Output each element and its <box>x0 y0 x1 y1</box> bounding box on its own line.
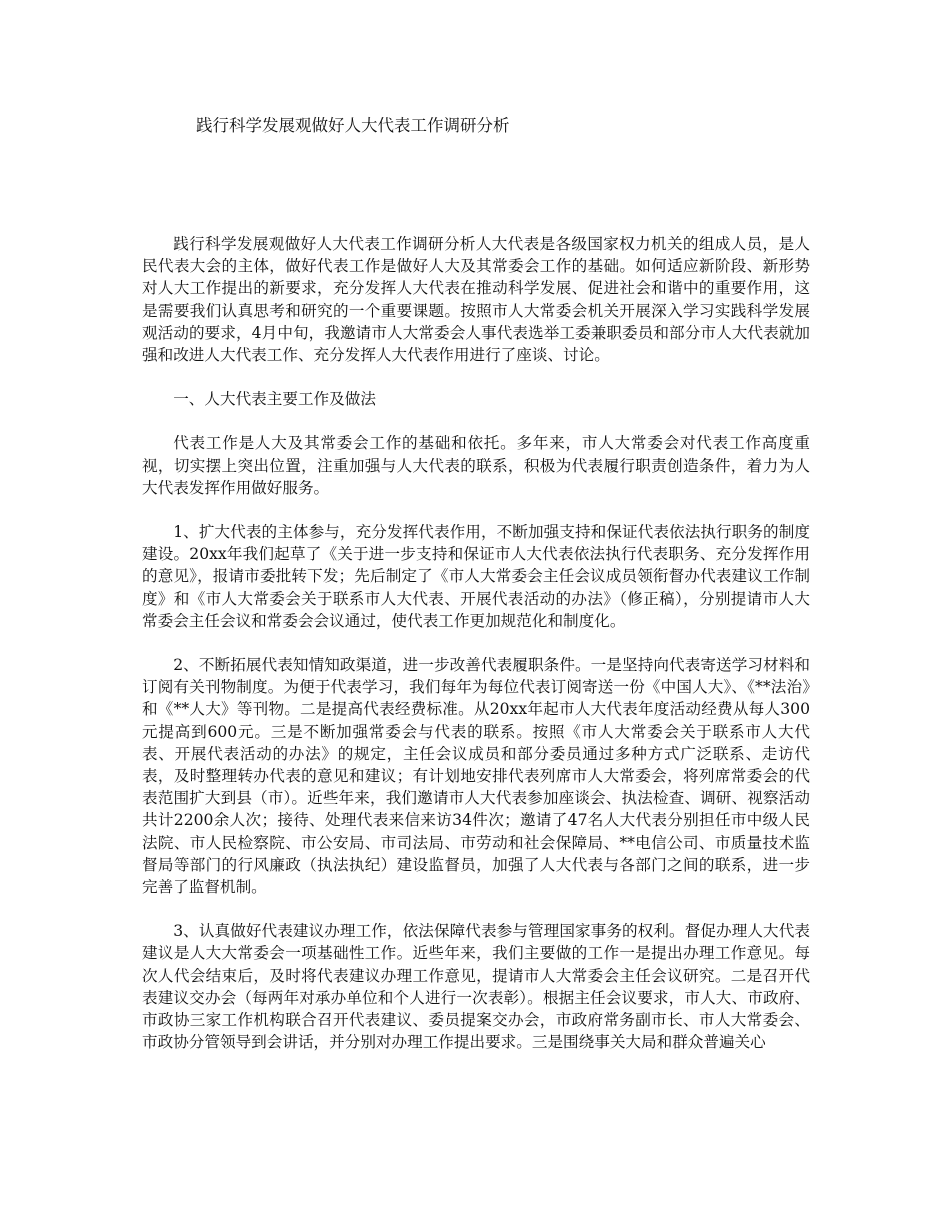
paragraph-item-1: 1、扩大代表的主体参与，充分发挥代表作用，不断加强支持和保证代表依法执行职务的制度建设。20xx年我们起草了《关于进一步支持和保证市人大代表依法执行代表职务、充分发挥作用的意见》，报请市委批转下发；先后制定了《市人大常委会主任会议成员领衔督办代表建议工作制度》和《市人大常委会关于联系市人大代表、开展代表活动的办法》（修正稿），分别提请市人大常委会主任会议和常委会会议通过，使代表工作更加规范化和制度化。 <box>142 523 810 630</box>
paragraph-overview: 代表工作是人大及其常委会工作的基础和依托。多年来，市人大常委会对代表工作高度重视，切实摆上突出位置，注重加强与人大代表的联系，积极为代表履行职责创造条件，着力为人大代表发挥作用做好服务。 <box>142 434 810 497</box>
paragraph-item-2: 2、不断拓展代表知情知政渠道，进一步改善代表履职条件。一是坚持向代表寄送学习材料和订阅有关刊物制度。为便于代表学习，我们每年为每位代表订阅寄送一份《中国人大》、《**法治》和《**人大》等刊物。二是提高代表经费标准。从20xx年起市人大代表年度活动经费从每人300元提高到600元。三是不断加强常委会与代表的联系。按照《市人大常委会关于联系市人大代表、开展代表活动的办法》的规定，主任会议成员和部分委员通过多种方式广泛联系、走访代表，及时整理转办代表的意见和建议；有计划地安排代表列席市人大常委会，将列席常委会的代表范围扩大到县（市）。近些年来，我们邀请市人大代表参加座谈会、执法检查、调研、视察活动共计2200余人次；接待、处理代表来信来访34件次；邀请了47名人大代表分别担任市中级人民法院、市人民检察院、市公安局、市司法局、市劳动和社会保障局、**电信公司、市质量技术监督局等部门的行风廉政（执法执纪）建设监督员，加强了人大代表与各部门之间的联系，进一步完善了监督机制。 <box>142 656 810 897</box>
document-body <box>142 233 810 1054</box>
section-heading-1: 一、人大代表主要工作及做法 <box>173 390 376 409</box>
document-title: 践行科学发展观做好人大代表工作调研分析 <box>196 116 510 135</box>
paragraph-item-3: 3、认真做好代表建议办理工作，依法保障代表参与管理国家事务的权利。督促办理人大代表建议是人大大常委会一项基础性工作。近些年来，我们主要做的工作一是提出办理工作意见。每次人代会结束后，及时将代表建议办理工作意见，提请市人大常委会主任会议研究。二是召开代表建议交办会（每两年对承办单位和个人进行一次表彰）。根据主任会议要求，市人大、市政府、市政协三家工作机构联合召开代表建议、委员提案交办会，市政府常务副市长、市人大常委会、市政协分管领导到会讲话，并分别对办理工作提出要求。三是围绕事关大局和群众普遍关心 <box>142 922 810 1052</box>
paragraph-intro: 践行科学发展观做好人大代表工作调研分析人大代表是各级国家权力机关的组成人员，是人民代表大会的主体，做好代表工作是做好人大及其常委会工作的基础。如何适应新阶段、新形势对人大工作提出的新要求，充分发挥人大代表在推动科学发展、促进社会和谐中的重要作用，这是需要我们认真思考和研究的一个重要课题。按照市人大常委会机关开展深入学习实践科学发展观活动的要求，4月中旬，我邀请市人大常委会人事代表选举工委兼职委员和部分市人大代表就加强和改进人大代表工作、充分发挥人大代表作用进行了座谈、讨论。 <box>142 235 810 365</box>
